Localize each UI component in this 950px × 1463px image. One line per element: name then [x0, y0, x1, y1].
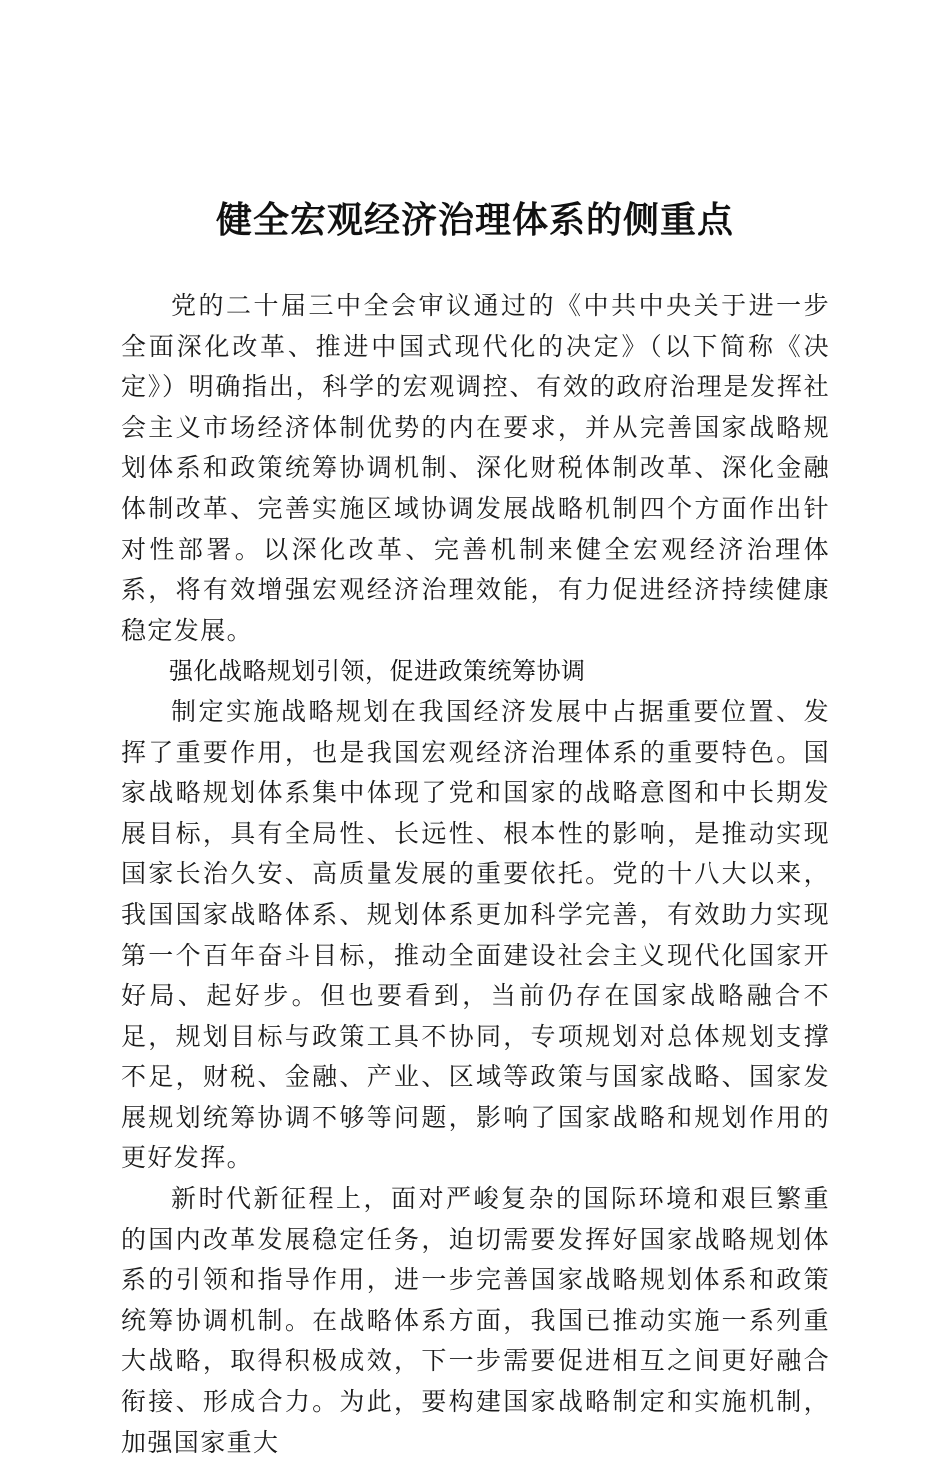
document-body [121, 286, 830, 1463]
section-paragraph-1: 制定实施战略规划在我国经济发展中占据重要位置、发挥了重要作用，也是我国宏观经济治理体系的重要特色。国家战略规划体系集中体现了党和国家的战略意图和中长期发展目标，具有全局性、长远性、根本性的影响，是推动实现国家长治久安、高质量发展的重要依托。党的十八大以来，我国国家战略体系、规划体系更加科学完善，有效助力实现第一个百年奋斗目标，推动全面建设社会主义现代化国家开好局、起好步。但也要看到，当前仍存在国家战略融合不足，规划目标与政策工具不协同，专项规划对总体规划支撑不足，财税、金融、产业、区域等政策与国家战略、国家发展规划统筹协调不够等问题，影响了国家战略和规划作用的更好发挥。 [121, 696, 830, 1173]
section-heading: 强化战略规划引领，促进政策统筹协调 [169, 657, 586, 686]
section-paragraph-2: 新时代新征程上，面对严峻复杂的国际环境和艰巨繁重的国内改革发展稳定任务，迫切需要发挥好国家战略规划体系的引领和指导作用，进一步完善国家战略规划体系和政策统筹协调机制。在战略体系方面，我国已推动实施一系列重大战略，取得积极成效，下一步需要促进相互之间更好融合衔接、形成合力。为此，要构建国家战略制定和实施机制，加强国家重大 [121, 1184, 830, 1457]
intro-paragraph: 党的二十届三中全会审议通过的《中共中央关于进一步全面深化改革、推进中国式现代化的决定》（以下简称《决定》）明确指出，科学的宏观调控、有效的政府治理是发挥社会主义市场经济体制优势的内在要求，并从完善国家战略规划体系和政策统筹协调机制、深化财税体制改革、深化金融体制改革、完善实施区域协调发展战略机制四个方面作出针对性部署。以深化改革、完善机制来健全宏观经济治理体系，将有效增强宏观经济治理效能，有力促进经济持续健康稳定发展。 [121, 291, 830, 645]
document-title: 健全宏观经济治理体系的侧重点 [215, 199, 734, 241]
